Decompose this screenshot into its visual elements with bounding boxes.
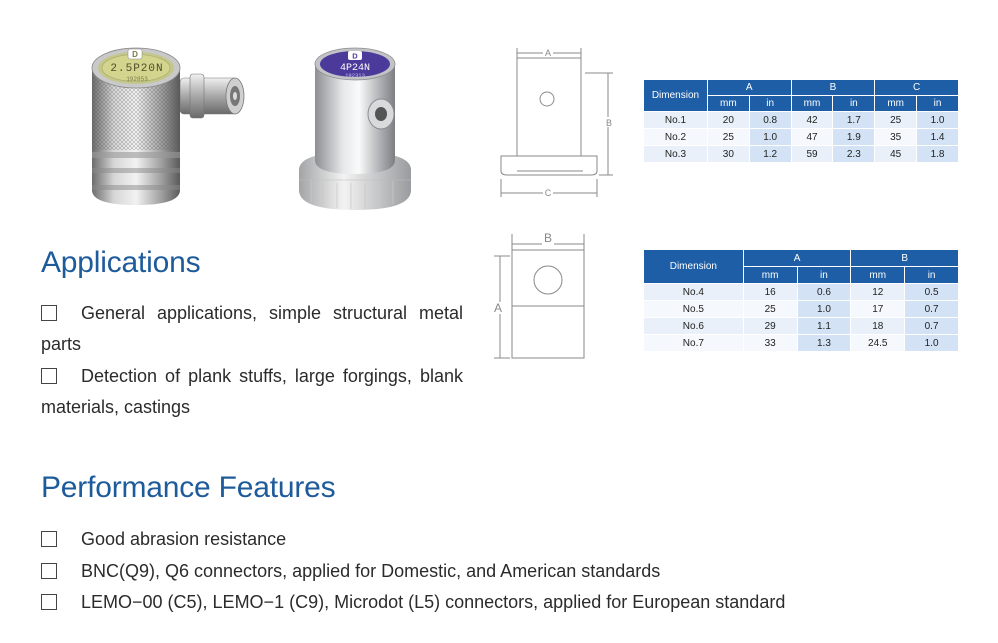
table-cell: 45 (875, 146, 917, 163)
table-cell: 35 (875, 129, 917, 146)
table-header-dimension: Dimension (644, 250, 744, 284)
probe-image-2-5p20n (80, 40, 250, 212)
table-row (644, 301, 959, 318)
table-cell: 25 (743, 301, 797, 318)
svg-text:D: D (352, 51, 358, 61)
drawing-label-b: B (543, 231, 553, 245)
table-header-unit: mm (743, 267, 797, 284)
table-cell: 0.7 (905, 318, 959, 335)
table-header-unit: in (905, 267, 959, 284)
table-header-unit: in (917, 96, 959, 112)
table-cell: 16 (743, 284, 797, 301)
list-item (41, 361, 463, 423)
table-cell: 1.7 (833, 112, 875, 129)
probe-image-4p24n (293, 40, 418, 212)
table-cell: 0.8 (749, 112, 791, 129)
list-item-text: Detection of plank stuffs, large forgings, blank materials, castings (41, 366, 463, 417)
table-cell: 29 (743, 318, 797, 335)
table-cell: 1.0 (917, 112, 959, 129)
checkbox-square-icon (41, 368, 57, 384)
performance-features-heading: Performance Features (41, 471, 336, 504)
table-cell: 1.0 (749, 129, 791, 146)
table-cell-name: No.1 (644, 112, 708, 129)
table-cell: 17 (851, 301, 905, 318)
table-header-group: A (707, 80, 791, 96)
checkbox-square-icon (41, 305, 57, 321)
table-cell: 12 (851, 284, 905, 301)
drawing-label-a: A (493, 301, 503, 315)
table-cell: 42 (791, 112, 833, 129)
probe-model-label: 2.5P20N (110, 63, 164, 75)
table-row (644, 284, 959, 301)
dimension-table-2 (643, 249, 959, 352)
table-header-group: C (875, 80, 959, 96)
table-cell: 1.0 (797, 301, 851, 318)
applications-heading: Applications (41, 246, 201, 279)
table-cell: 25 (875, 112, 917, 129)
probe-serial-label: 192313 (345, 72, 365, 79)
table-header-unit: mm (875, 96, 917, 112)
svg-text:D: D (132, 50, 138, 59)
table-cell: 1.8 (917, 146, 959, 163)
dimension-drawing-2 (490, 228, 590, 363)
table-cell: 1.0 (905, 335, 959, 352)
table-cell: 0.5 (905, 284, 959, 301)
table-row (644, 335, 959, 352)
dimension-table-1 (643, 79, 959, 163)
table-header-group: B (791, 80, 875, 96)
table-cell: 59 (791, 146, 833, 163)
list-item-text: LEMO−00 (C5), LEMO−1 (C9), Microdot (L5) connectors, applied for European standard (81, 592, 786, 612)
table-cell: 0.7 (905, 301, 959, 318)
dimension-drawing-1 (495, 45, 625, 205)
table-header-unit: in (833, 96, 875, 112)
checkbox-square-icon (41, 531, 57, 547)
table-row (644, 318, 959, 335)
table-header-unit: mm (851, 267, 905, 284)
table-cell: 33 (743, 335, 797, 352)
table-cell: 25 (707, 129, 749, 146)
table-header-group: B (851, 250, 959, 267)
probe-model-label: 4P24N (339, 63, 371, 74)
list-item-text: BNC(Q9), Q6 connectors, applied for Domestic, and American standards (81, 561, 661, 581)
drawing-label-b: B (605, 118, 613, 128)
drawing-label-a: A (544, 48, 552, 58)
table-cell: 2.3 (833, 146, 875, 163)
table-cell: 1.4 (917, 129, 959, 146)
table-row (644, 146, 959, 163)
table-row (644, 112, 959, 129)
table-cell: 30 (707, 146, 749, 163)
table-header-unit: in (749, 96, 791, 112)
list-item (41, 559, 660, 583)
table-row (644, 129, 959, 146)
table-cell: 0.6 (797, 284, 851, 301)
table-header-unit: in (797, 267, 851, 284)
table-header-unit: mm (791, 96, 833, 112)
table-header-dimension: Dimension (644, 80, 708, 112)
table-cell: 47 (791, 129, 833, 146)
checkbox-square-icon (41, 594, 57, 610)
table-cell: 1.1 (797, 318, 851, 335)
table-cell: 1.3 (797, 335, 851, 352)
table-cell-name: No.7 (644, 335, 744, 352)
checkbox-square-icon (41, 563, 57, 579)
table-cell-name: No.6 (644, 318, 744, 335)
table-cell-name: No.5 (644, 301, 744, 318)
table-cell: 1.2 (749, 146, 791, 163)
table-cell: 24.5 (851, 335, 905, 352)
probe-serial-label: 192853 (126, 76, 148, 83)
table-header-group: A (743, 250, 851, 267)
list-item (41, 298, 463, 360)
drawing-label-c: C (544, 188, 552, 198)
list-item (41, 590, 785, 614)
list-item-text: Good abrasion resistance (81, 529, 287, 549)
table-cell-name: No.4 (644, 284, 744, 301)
list-item-text: General applications, simple structural metal parts (41, 303, 463, 354)
list-item (41, 527, 286, 551)
table-cell: 20 (707, 112, 749, 129)
table-cell-name: No.3 (644, 146, 708, 163)
table-cell-name: No.2 (644, 129, 708, 146)
table-cell: 18 (851, 318, 905, 335)
table-cell: 1.9 (833, 129, 875, 146)
table-header-unit: mm (707, 96, 749, 112)
